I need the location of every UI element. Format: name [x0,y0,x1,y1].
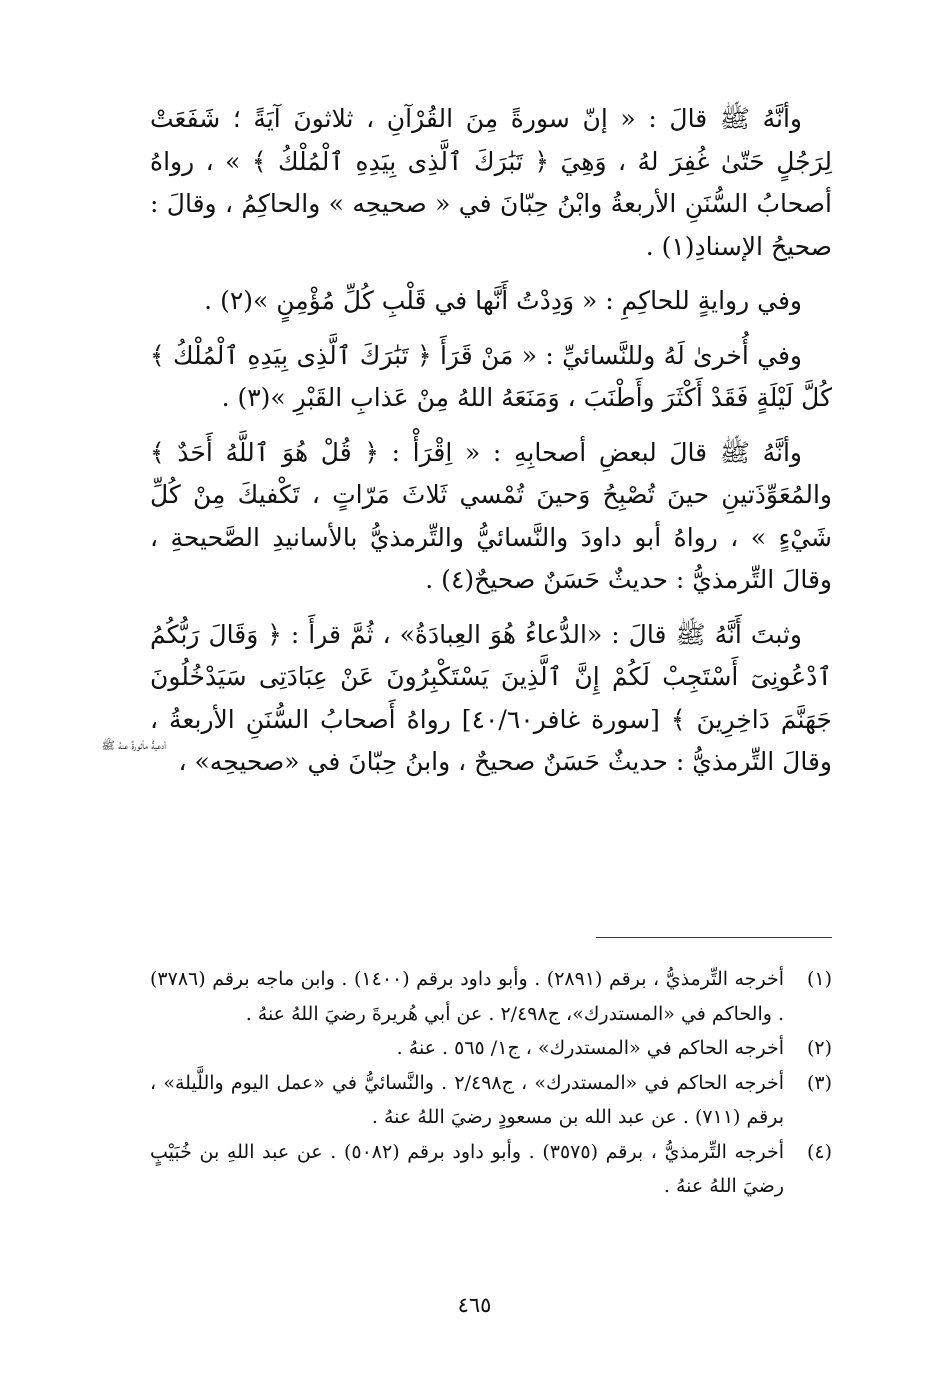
page-number: ٤٦٥ [457,1293,492,1317]
footnote-text: أخرجه الحاكم في «المستدرك» ، ج١/ ٥٦٥ . عنهُ . [396,1037,784,1059]
footnote-1 [150,962,832,1031]
footnote-number: (١) [806,968,832,990]
margin-note: أدعيةٌ مأثورةٌ عنهُ ﷺ [101,739,166,752]
footnote-text: أخرجه التِّرمذيُّ ، برقم (٣٥٧٥) . وأبو داود برقم (٥٠٨٢) . عن عبد اللهِ بن خُبَيْبٍ رضيَ اللهُ عنهُ . [150,1140,784,1197]
main-text [150,98,832,796]
paragraph-4: وأنَّهُ ﷺ قالَ لبعضِ أصحابِهِ : « اِقْرَأْ : ﴿ قُلْ هُوَ ٱللَّهُ أَحَدٌ ﴾ والمُعَوِّذَتينِ حينَ تُصْبِحُ وَحينَ تُمْسي ثَلاثَ مَرّاتٍ ، تَكْفيكَ مِنْ كُلِّ شَيْءٍ » ، رواهُ أبو داودَ والنَّسائيُّ والتِّرمذيُّ بالأسانيدِ الصَّحيحةِ ، وقالَ التِّرمذيُّ : حديثٌ حَسَنٌ صحيحٌ(٤) . [150,437,832,594]
footnote-number: (٣) [806,1071,832,1094]
footnote-number: (٤) [806,1140,832,1163]
footnote-text: أخرجه التِّرمذيُّ ، برقم (٢٨٩١) . وأبو داود برقم (١٤٠٠) . وابن ماجه برقم (٣٧٨٦) . والحاكم في «المستدرك»، ج٢/٤٩٨ . عن أبي هُريرةَ رضيَ اللهُ عنهُ . [150,968,784,1025]
footnote-number: (٢) [806,1037,832,1059]
paragraph-1: وأنَّهُ ﷺ قالَ : « إنّ سورةً مِنَ القُرْآنِ ، ثلاثونَ آيَةً ؛ شَفَعَتْ لِرَجُلٍ حَتّىٰ غُفِرَ لهُ ، وَهِيَ ﴿ تَبَٰرَكَ ٱلَّذِى بِيَدِهِ ٱلْمُلْكُ ﴾ » ، رواهُ أصحابُ السُّنَنِ الأربعةُ وابْنُ حِبّانَ في « صحيحِه » والحاكِمُ ، وقالَ : صحيحُ الإسنادِ(١) . [150,104,832,261]
footnotes [150,962,832,1204]
footnote-separator [596,937,832,938]
footnote-4 [150,1135,832,1204]
paragraph-2: وفي روايةٍ للحاكِمِ : « وَدِدْتُ أَنَّها في قَلْبِ كُلِّ مُؤْمِنٍ »(٢) . [204,286,802,315]
footnote-3 [150,1066,832,1135]
paragraph-5: وثبتَ أَنَّهُ ﷺ قالَ : «الدُّعاءُ هُوَ العِبادَةُ» ، ثُمَّ قرأَ : ﴿ وَقَالَ رَبُّكُمُ ٱدْعُونِىٓ أَسْتَجِبْ لَكُمْ إِنَّ ٱلَّذِينَ يَسْتَكْبِرُونَ عَنْ عِبَادَتِى سَيَدْخُلُونَ جَهَنَّمَ دَاخِرِينَ ﴾ [سورة غافر٤٠/٦٠] رواهُ أَصحابُ السُّنَنِ الأربعةُ ، وقالَ التِّرمذيُّ : حديثٌ حَسَنٌ صحيحٌ ، وابنُ حِبّانَ في «صحيحِه» ، [150,619,832,776]
footnote-2 [150,1031,832,1066]
paragraph-3: وفي أُخرىٰ لَهُ وللنَّسائيِّ : « مَنْ قَرَأَ ﴿ تَبَٰرَكَ ٱلَّذِى بِيَدِهِ ٱلْمُلْكُ ﴾ كُلَّ لَيْلَةٍ فَقَدْ أَكْثَرَ وأَطْنَبَ ، وَمَنَعَهُ اللهُ مِنْ عَذابِ القَبْرِ »(٣) . [150,340,832,412]
footnote-text: أخرجه الحاكم في «المستدرك» ، ج٢/٤٩٨ . والنَّسائيُّ في «عمل اليوم واللَّيلة» ، برقم (٧١١) . عن عبد الله بن مسعودٍ رضيَ اللهُ عنهُ . [150,1071,784,1128]
